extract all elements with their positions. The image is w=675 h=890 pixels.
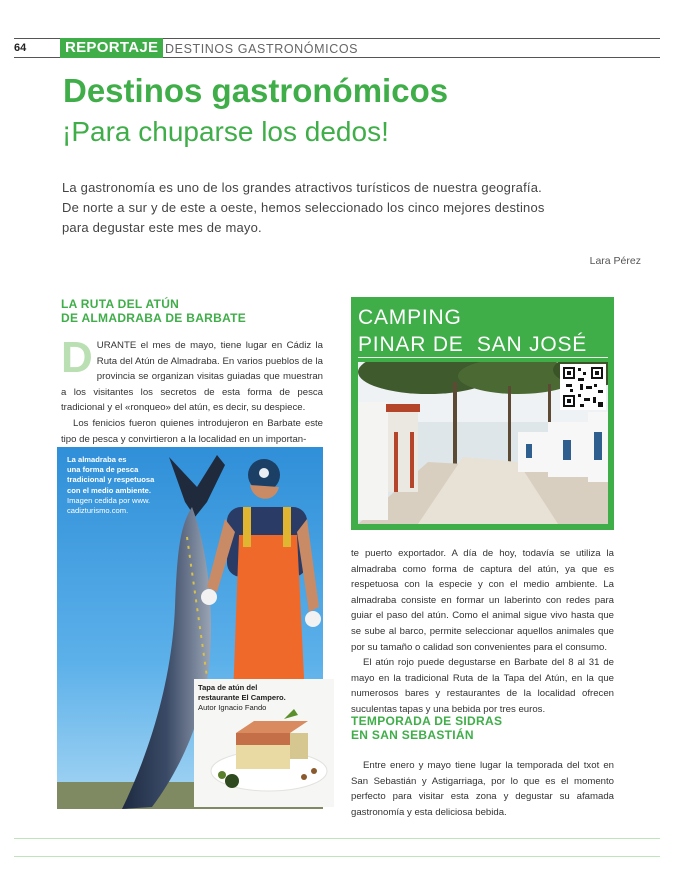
camping-title-line: CAMPING — [358, 306, 462, 329]
paragraph: URANTE el mes de mayo, tiene lugar en Cádiz la Ruta del Atún de Almadraba. En varios pueblos de la provincia se organizan visitas guiadas que muestran a los visitantes los secretos de esta forma de pesca tradicional y el «ronqueo» del atún, es decir, su despiece. — [61, 340, 323, 414]
caption-line: La almadraba es — [67, 455, 127, 464]
article-intro — [62, 178, 582, 238]
paragraph: Entre enero y mayo tiene lugar la temporada del txot en San Sebastián y Astigarriaga, por lo que es el momento perfecto para visitar esta zona y degustar su afamada gastronomía y esta deliciosa bebida. — [351, 760, 614, 818]
heading-line: TEMPORADA DE SIDRAS — [351, 714, 503, 728]
camping-title-line: PINAR DE SAN JOSÉ — [358, 333, 588, 356]
camping-ad-rule — [358, 357, 608, 358]
paragraph: Los fenicios fueron quienes introdujeron en Barbate este tipo de pesca y convirtieron a la localidad en un importan- — [61, 417, 323, 445]
heading-line: LA RUTA DEL ATÚN — [61, 297, 180, 311]
caption-line: con el medio ambiente. — [67, 485, 151, 495]
caption-line: Tapa de atún del — [198, 683, 258, 692]
section-tag: REPORTAJE — [60, 38, 163, 58]
drop-cap: D — [61, 333, 93, 382]
camping-photo — [358, 362, 608, 524]
photo-caption-tapa — [198, 683, 328, 713]
caption-credit: Autor Ignacio Fando — [198, 703, 267, 712]
caption-line: una forma de pesca — [67, 465, 139, 475]
photo-caption-almadraba — [67, 455, 187, 516]
intro-line: para degustar este mes de mayo. — [62, 220, 262, 235]
article-author: Lara Pérez — [589, 255, 641, 267]
section-body-atun-continued — [351, 546, 614, 718]
article-subtitle: ¡Para chuparse los dedos! — [62, 116, 389, 147]
caption-credit: cadizturismo.com. — [67, 506, 129, 516]
page-number: 64 — [14, 42, 27, 54]
section-heading-atun — [61, 297, 246, 325]
heading-line: DE ALMADRABA DE BARBATE — [61, 311, 247, 325]
section-subtitle: DESTINOS GASTRONÓMICOS — [165, 42, 359, 56]
paragraph: te puerto exportador. A día de hoy, todavía se utiliza la almadraba como forma de captura del atún, ya que es respetuosa con la especie y con el medio ambiente. La almadraba consiste en formar un laberinto con redes para guiar el paso del atún. Como el animal sigue vivo hasta que se sube al barco, permite seleccionar aquellos animales que por su tamaño o calidad son convenientes para el consumo. — [351, 548, 614, 653]
paragraph: El atún rojo puede degustarse en Barbate del 8 al 31 de mayo en la tradicional Ruta de la Tapa del Atún, en la que numerosos bares y restaurantes de la localidad ofrecen suculentas tapas y una bebida por tres euros. — [351, 657, 614, 715]
footer-rule — [14, 856, 660, 857]
camping-ad-title — [358, 304, 587, 358]
footer-rule — [14, 838, 660, 839]
caption-line: restaurante El Campero. — [198, 693, 286, 702]
caption-credit: Imagen cedida por www. — [67, 495, 151, 505]
section-heading-sidras — [351, 714, 502, 742]
intro-line: De norte a sur y de este a oeste, hemos seleccionado los cinco mejores destinos — [62, 200, 545, 215]
heading-line: EN SAN SEBASTIÁN — [351, 728, 474, 742]
article-title: Destinos gastronómicos — [63, 72, 449, 109]
section-body-atun — [61, 333, 323, 447]
intro-line: La gastronomía es uno de los grandes atractivos turísticos de nuestra geografía. — [62, 180, 542, 195]
section-body-sidras — [351, 758, 614, 820]
caption-line: tradicional y respetuosa — [67, 475, 155, 485]
